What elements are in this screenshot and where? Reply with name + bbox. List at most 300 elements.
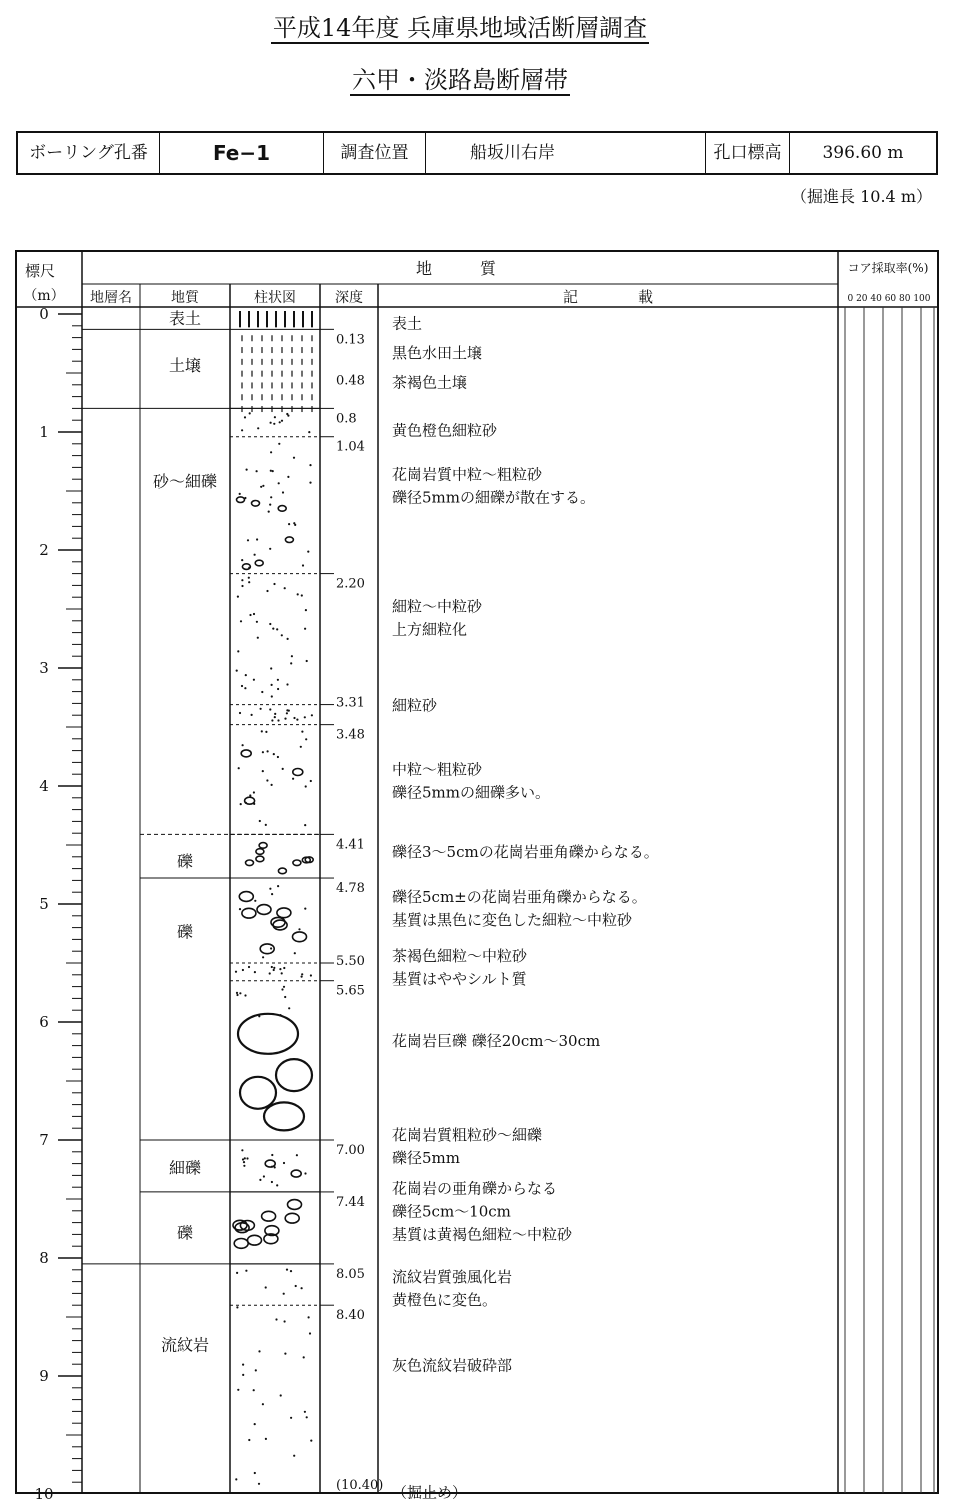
gravel-pebble	[265, 1160, 275, 1167]
depth-label: 0.13	[336, 332, 365, 348]
sand-dot	[273, 583, 275, 585]
sand-dot	[265, 824, 267, 826]
sand-dot	[271, 966, 273, 968]
sand-dot	[271, 893, 273, 895]
geology-group-header: 地 質	[415, 259, 497, 278]
sand-dot	[284, 587, 286, 589]
sand-dot	[253, 679, 255, 681]
boulder	[238, 1014, 298, 1054]
gravel-pebble	[288, 1200, 302, 1210]
fine-sand-dot	[271, 719, 273, 721]
scale-label: 2	[39, 541, 49, 559]
sand-dot	[257, 427, 259, 429]
sand-dot	[281, 988, 283, 990]
sand-dot	[256, 470, 258, 472]
sand-dot	[267, 750, 269, 752]
fine-sand-dot	[288, 710, 290, 712]
gravel-pebble	[234, 1239, 248, 1249]
sand-dot	[244, 687, 246, 689]
sand-dot	[242, 969, 244, 971]
sand-dot	[276, 1184, 278, 1186]
sand-dot	[265, 731, 267, 733]
sand-dot	[271, 1154, 273, 1156]
sand-dot	[270, 422, 272, 424]
sand-dot	[243, 1161, 245, 1163]
geology-unit-label: 流紋岩	[160, 1335, 210, 1355]
sand-dot	[306, 660, 308, 662]
rhyolite-mark	[235, 1478, 237, 1480]
geology-unit-label: 土壌	[168, 356, 202, 376]
fine-sand-dot	[274, 716, 276, 718]
elevation-label: 孔口標高	[706, 133, 790, 173]
sand-dot	[282, 491, 284, 493]
rhyolite-mark	[309, 1332, 311, 1334]
sand-dot	[293, 522, 295, 524]
sand-dot	[246, 469, 248, 471]
gravel-pebble	[293, 932, 307, 942]
sand-dot	[273, 969, 275, 971]
description-line: （掘止め）	[392, 1483, 468, 1502]
sand-dot	[241, 579, 243, 581]
geology-unit-label: 礫	[176, 922, 194, 942]
sand-dot	[308, 431, 310, 433]
depth-label: 8.05	[336, 1266, 365, 1282]
sand-dot	[247, 539, 249, 541]
gravel-pebble	[246, 860, 254, 866]
sand-dot	[272, 628, 274, 630]
sand-dot	[236, 992, 238, 994]
sand-dot	[262, 956, 264, 958]
sand-dot	[283, 967, 285, 969]
sand-dot	[277, 688, 279, 690]
rhyolite-mark	[258, 1350, 260, 1352]
location-label: 調査位置	[324, 133, 426, 173]
sand-dot	[283, 1162, 285, 1164]
rhyolite-mark	[310, 1440, 312, 1442]
sand-dot	[290, 662, 292, 664]
sand-dot	[236, 994, 238, 996]
description-line: 花崗岩質粗粒砂〜細礫	[392, 1126, 543, 1145]
sand-dot	[271, 684, 273, 686]
rhyolite-mark	[284, 1320, 286, 1322]
sand-dot	[301, 731, 303, 733]
sand-dot	[237, 596, 239, 598]
sand-dot	[244, 994, 246, 996]
gravel-pebble	[252, 501, 260, 507]
rhyolite-mark	[265, 1286, 267, 1288]
rhyolite-mark	[236, 1306, 238, 1308]
rhyolite-mark	[303, 1356, 305, 1358]
sand-dot	[307, 551, 309, 553]
scale-label: 8	[39, 1249, 49, 1267]
fine-sand-dot	[293, 717, 295, 719]
sand-dot	[271, 1181, 273, 1183]
sand-dot	[236, 670, 238, 672]
fine-sand-dot	[284, 718, 286, 720]
sand-dot	[249, 614, 251, 616]
sand-dot	[304, 1172, 306, 1174]
sand-dot	[249, 412, 251, 414]
sand-dot	[298, 928, 300, 930]
sand-dot	[241, 585, 243, 587]
sand-dot	[283, 986, 285, 988]
sand-dot	[309, 464, 311, 466]
sand-dot	[271, 695, 273, 697]
rhyolite-mark	[245, 1270, 247, 1272]
sand-dot	[294, 952, 296, 954]
sand-dot	[271, 784, 273, 786]
sand-dot	[270, 947, 272, 949]
description-line: 礫径3〜5cmの花崗岩亜角礫からなる。	[392, 843, 659, 861]
fine-sand-dot	[269, 708, 271, 710]
gravel-pebble	[291, 1170, 301, 1177]
depth-label: 5.65	[336, 983, 365, 999]
sand-dot	[257, 637, 259, 639]
sand-dot	[304, 824, 306, 826]
depth-label: 7.44	[336, 1194, 365, 1210]
rhyolite-mark	[293, 1455, 295, 1457]
rhyolite-mark	[248, 1439, 250, 1441]
sand-dot	[305, 785, 307, 787]
fine-sand-dot	[274, 713, 276, 715]
rhyolite-mark	[237, 1389, 239, 1391]
depth-label: 4.41	[336, 837, 365, 853]
gravel-pebble	[241, 750, 251, 757]
description-line: 中粒〜粗粒砂	[392, 760, 483, 779]
sand-dot	[281, 972, 283, 974]
description-line: 上方細粒化	[392, 620, 468, 639]
depth-label: 4.78	[336, 881, 365, 897]
sand-dot	[273, 423, 275, 425]
sand-dot	[269, 548, 271, 550]
sand-dot	[254, 900, 256, 902]
depth-label: 8.40	[336, 1308, 365, 1324]
rhyolite-mark	[253, 1389, 255, 1391]
sand-dot	[281, 634, 283, 636]
rhyolite-mark	[255, 1369, 257, 1371]
sand-dot	[256, 621, 258, 623]
boulder	[276, 1059, 312, 1091]
sand-dot	[254, 554, 256, 556]
sand-dot	[277, 885, 279, 887]
gravel-pebble	[242, 564, 250, 570]
description-line: 黄色橙色細粒砂	[392, 421, 498, 440]
sand-dot	[310, 974, 312, 976]
description-line: 礫径5mmの細礫が散在する。	[392, 488, 595, 507]
scale-label: 0	[39, 305, 49, 323]
sand-dot	[278, 482, 280, 484]
sand-dot	[241, 559, 243, 561]
rhyolite-mark	[242, 1374, 244, 1376]
fine-sand-dot	[277, 719, 279, 721]
sand-dot	[266, 590, 268, 592]
sand-dot	[286, 683, 288, 685]
rhyolite-mark	[236, 1272, 238, 1274]
sand-dot	[304, 908, 306, 910]
sand-dot	[242, 744, 244, 746]
sand-dot	[253, 791, 255, 793]
sand-dot	[240, 803, 242, 805]
fine-sand-dot	[304, 716, 306, 718]
sand-dot	[287, 476, 289, 478]
depth-label: 3.48	[336, 727, 365, 743]
gravel-pebble	[256, 856, 264, 862]
sand-dot	[270, 470, 272, 472]
gravel-pebble	[237, 497, 245, 503]
rhyolite-mark	[284, 1353, 286, 1355]
gravel-pebble	[278, 506, 286, 512]
sand-dot	[273, 753, 275, 755]
sand-dot	[253, 613, 255, 615]
scale-label: 6	[39, 1013, 49, 1031]
scale-label: 1	[39, 423, 49, 441]
sand-dot	[288, 1007, 290, 1009]
sand-dot	[281, 420, 283, 422]
boulder	[240, 1077, 276, 1109]
sand-dot	[284, 996, 286, 998]
depth-label: 1.04	[336, 439, 365, 455]
sand-dot	[278, 443, 280, 445]
sand-dot	[301, 976, 303, 978]
description-header: 記 載	[562, 288, 654, 306]
rhyolite-mark	[262, 1403, 264, 1405]
boulder	[264, 1102, 304, 1130]
description-line: 細粒〜中粒砂	[392, 597, 483, 616]
sand-dot	[296, 1154, 298, 1156]
gravel-pebble	[262, 1211, 276, 1221]
sand-dot	[261, 691, 263, 693]
scale-label: 3	[39, 659, 49, 677]
gravel-pebble	[255, 560, 263, 566]
column-header: 柱状図	[254, 290, 296, 306]
sand-dot	[269, 972, 271, 974]
scale-label: 9	[39, 1367, 49, 1385]
geology-unit-label: 礫	[176, 851, 194, 871]
sand-dot	[277, 679, 279, 681]
sand-dot	[235, 971, 237, 973]
description-line: 灰色流紋岩破砕部	[392, 1356, 513, 1375]
description-line: 礫径5mmの細礫多い。	[392, 783, 550, 802]
description-line: 基質はややシルト質	[392, 969, 527, 988]
description-line: 茶褐色細粒〜中粒砂	[392, 946, 528, 965]
gravel-pebble	[248, 1235, 262, 1245]
sand-dot	[243, 1165, 245, 1167]
sand-dot	[262, 770, 264, 772]
sand-dot	[269, 504, 271, 506]
fine-sand-dot	[286, 712, 288, 714]
description-line: 流紋岩質強風化岩	[392, 1267, 513, 1286]
geology-unit-label: 表土	[168, 309, 202, 328]
sand-dot	[276, 628, 278, 630]
elevation-value: 396.60 m	[822, 143, 904, 163]
location-value: 船坂川右岸	[426, 133, 706, 173]
rhyolite-mark	[283, 1293, 285, 1295]
sand-dot	[305, 738, 307, 740]
sand-dot	[259, 820, 261, 822]
scale-unit: （m）	[23, 288, 65, 304]
sand-dot	[277, 756, 279, 758]
rhyolite-mark	[290, 1270, 292, 1272]
description-line: 基質は黒色に変色した細粒〜中粒砂	[392, 910, 633, 929]
sand-dot	[259, 1179, 261, 1181]
rhyolite-mark	[242, 1364, 244, 1366]
rhyolite-mark	[275, 1318, 277, 1320]
sand-dot	[248, 966, 250, 968]
sand-dot	[273, 967, 275, 969]
sand-dot	[244, 1157, 246, 1159]
sand-dot	[244, 416, 246, 418]
sand-dot	[282, 768, 284, 770]
depth-label: 5.50	[336, 954, 365, 969]
sand-dot	[256, 538, 258, 540]
rhyolite-mark	[308, 1316, 310, 1318]
sand-dot	[254, 971, 256, 973]
description-line: 黄橙色に変色。	[392, 1290, 498, 1309]
sand-dot	[245, 674, 247, 676]
sand-dot	[239, 493, 241, 495]
sand-dot	[266, 779, 268, 781]
description-line: 細粒砂	[392, 696, 438, 715]
gravel-pebble	[285, 1213, 299, 1223]
sand-dot	[270, 496, 272, 498]
sand-dot	[246, 1157, 248, 1159]
sand-dot	[309, 482, 311, 484]
sand-dot	[272, 470, 274, 472]
geology-unit-label: 細礫	[168, 1158, 202, 1178]
sand-dot	[262, 751, 264, 753]
sand-dot	[263, 1175, 265, 1177]
sand-dot	[249, 794, 251, 796]
sand-dot	[297, 593, 299, 595]
sand-dot	[270, 667, 272, 669]
scale-label: 5	[39, 895, 49, 913]
drilling-length: （掘進長 10.4 m）	[791, 187, 932, 206]
sand-dot	[293, 457, 295, 459]
sand-dot	[241, 429, 243, 431]
fine-sand-dot	[251, 714, 253, 716]
sand-dot	[268, 511, 270, 513]
core-recovery-header: コア採取率(%)	[847, 261, 929, 275]
description-line: 花崗岩巨礫 礫径20cm〜30cm	[392, 1031, 601, 1050]
rhyolite-mark	[280, 1394, 282, 1396]
sand-dot	[300, 746, 302, 748]
depth-label: (10.40)	[336, 1478, 384, 1493]
fine-sand-dot	[296, 719, 298, 721]
boring-number-label: ボーリング孔番	[18, 133, 160, 173]
sand-dot	[270, 451, 272, 453]
gravel-pebble	[277, 908, 291, 918]
description-line: 茶褐色土壌	[392, 373, 468, 392]
rhyolite-mark	[306, 1416, 308, 1418]
sand-dot	[305, 609, 307, 611]
sand-dot	[292, 778, 294, 780]
gravel-pebble	[256, 849, 264, 855]
rhyolite-mark	[265, 1438, 267, 1440]
gravel-pebble	[293, 860, 301, 866]
sand-dot	[310, 780, 312, 782]
depth-header: 深度	[335, 290, 363, 306]
geology-header: 地質	[171, 290, 199, 306]
sand-dot	[248, 581, 250, 583]
stratum-name-header: 地層名	[90, 290, 132, 306]
depth-label: 0.8	[336, 411, 357, 427]
geology-unit-label: 礫	[176, 1223, 194, 1243]
rhyolite-mark	[254, 1472, 256, 1474]
geology-unit-label: 砂〜細礫	[152, 471, 218, 491]
rhyolite-mark	[304, 1411, 306, 1413]
gravel-pebble	[245, 797, 255, 804]
core-recovery-ticks: 0 20 40 60 80 100	[847, 294, 931, 304]
gravel-pebble	[271, 917, 285, 927]
boring-number-value: Fe−1	[160, 133, 324, 173]
rhyolite-mark	[286, 1269, 288, 1271]
fine-sand-dot	[260, 708, 262, 710]
gravel-pebble	[285, 537, 293, 543]
scale-header: 標尺	[24, 262, 56, 280]
scale-label: 7	[39, 1131, 49, 1149]
sand-dot	[238, 767, 240, 769]
gravel-pebble	[239, 892, 253, 902]
document-title: 平成14年度 兵庫県地域活断層調査	[272, 14, 648, 42]
rhyolite-mark	[254, 1423, 256, 1425]
sand-dot	[287, 638, 289, 640]
rhyolite-mark	[295, 1285, 297, 1287]
sand-dot	[304, 628, 306, 630]
depth-label: 3.31	[336, 695, 365, 711]
gravel-pebble	[293, 769, 303, 776]
depth-label: 7.00	[336, 1143, 365, 1158]
sand-dot	[241, 685, 243, 687]
sand-dot	[279, 421, 281, 423]
sand-dot	[240, 620, 242, 622]
sand-dot	[274, 416, 276, 418]
document-subtitle: 六甲・淡路島断層帯	[352, 66, 568, 94]
sand-dot	[261, 730, 263, 732]
sand-dot	[260, 486, 262, 488]
sand-dot	[287, 415, 289, 417]
description-line: 花崗岩質中粒〜粗粒砂	[392, 465, 543, 484]
rhyolite-mark	[258, 1483, 260, 1485]
sand-dot	[239, 992, 241, 994]
sand-dot	[301, 594, 303, 596]
sand-dot	[241, 1149, 243, 1151]
scale-label: 4	[39, 777, 49, 795]
rhyolite-mark	[301, 1287, 303, 1289]
description-line: 礫径5mm	[392, 1149, 460, 1168]
sand-dot	[279, 968, 281, 970]
description-line: 基質は黄褐色細粒〜中粒砂	[392, 1225, 573, 1244]
gravel-pebble	[278, 868, 286, 874]
sand-dot	[239, 908, 241, 910]
gravel-pebble	[259, 843, 267, 849]
gravel-pebble	[257, 905, 271, 915]
depth-label: 0.48	[336, 373, 365, 389]
gravel-pebble	[242, 908, 256, 918]
description-line: 表土	[392, 314, 423, 333]
scale-label: 10	[34, 1485, 54, 1503]
description-line: 花崗岩の亜角礫からなる	[392, 1179, 558, 1198]
sand-dot	[288, 523, 290, 525]
description-line: 礫径5cm±の花崗岩亜角礫からなる。	[392, 887, 647, 906]
sand-dot	[248, 577, 250, 579]
depth-label: 2.20	[336, 576, 365, 592]
fine-sand-dot	[311, 714, 313, 716]
rhyolite-mark	[290, 1417, 292, 1419]
sand-dot	[301, 973, 303, 975]
sand-dot	[291, 655, 293, 657]
sand-dot	[269, 888, 271, 890]
sand-dot	[269, 623, 271, 625]
